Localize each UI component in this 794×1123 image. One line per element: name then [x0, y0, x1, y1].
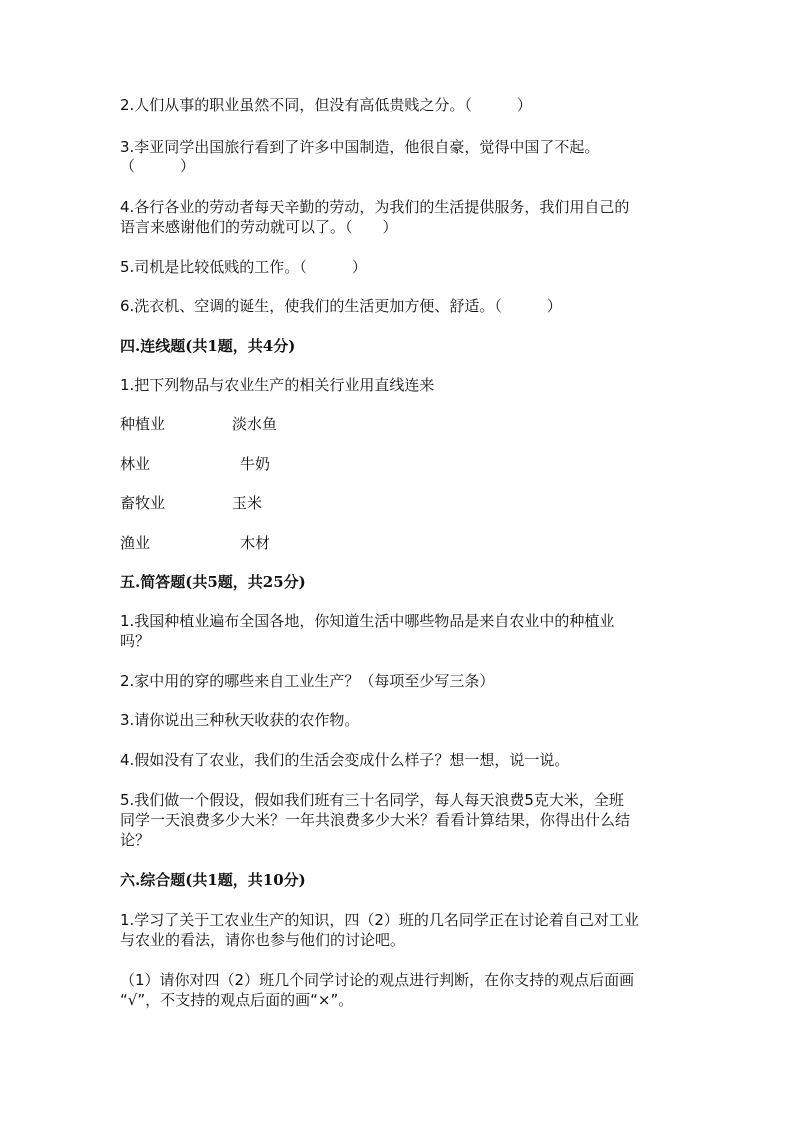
question-5-1-line1: 1.我国种植业遍布全国各地，你知道生活中哪些物品是来自农业中的种植业 — [120, 612, 615, 630]
question-6-1-sub1-line2: “√”，不支持的观点后面的画“×”。 — [120, 991, 354, 1009]
question-3-6: 6.洗衣机、空调的诞生，使我们的生活更加方便、舒适。（ ） — [120, 297, 562, 315]
question-5-5-line3: 论？ — [120, 831, 151, 849]
question-6-1-line2: 与农业的看法，请你也参与他们的讨论吧。 — [120, 931, 406, 949]
match-right-3: 玉米 — [232, 494, 263, 512]
question-6-1-line1: 1.学习了关于工农业生产的知识，四（2）班的几名同学正在讨论着自己对工业 — [120, 911, 639, 929]
match-right-1: 淡水鱼 — [232, 415, 278, 433]
match-left-1: 种植业 — [120, 415, 166, 433]
match-left-3: 畜牧业 — [120, 494, 166, 512]
match-left-4: 渔业 — [120, 534, 151, 552]
section-4-heading: 四.连线题(共1题，共4分) — [120, 337, 296, 355]
question-5-5-line2: 同学一天浪费多少大米？一年共浪费多少大米？看看计算结果，你得出什么结 — [120, 811, 631, 829]
section-6-heading: 六.综合题(共1题，共10分) — [120, 871, 306, 889]
question-3-4-line2: 语言来感谢他们的劳动就可以了。（ ） — [120, 218, 398, 236]
question-5-4: 4.假如没有了农业，我们的生活会变成什么样子？想一想，说一说。 — [120, 751, 570, 769]
match-left-2: 林业 — [120, 455, 151, 473]
question-5-3: 3.请你说出三种秋天收获的农作物。 — [120, 711, 360, 729]
question-3-2: 2.人们从事的职业虽然不同，但没有高低贵贱之分。（ ） — [120, 96, 532, 114]
question-3-4-line1: 4.各行各业的劳动者每天辛勤的劳动，为我们的生活提供服务，我们用自己的 — [120, 198, 630, 216]
question-5-5-line1: 5.我们做一个假设，假如我们班有三十名同学，每人每天浪费5克大米，全班 — [120, 791, 624, 809]
section-5-heading: 五.简答题(共5题，共25分) — [120, 573, 306, 591]
question-5-1-line2: 吗？ — [120, 632, 151, 650]
question-3-3-line2: （ ） — [120, 157, 196, 175]
match-right-4: 木材 — [240, 534, 271, 552]
question-6-1-sub1-line1: （1）请你对四（2）班几个同学讨论的观点进行判断，在你支持的观点后面画 — [120, 971, 635, 989]
question-5-2: 2.家中用的穿的哪些来自工业生产？（每项至少写三条） — [120, 672, 495, 690]
question-3-5: 5.司机是比较低贱的工作。（ ） — [120, 258, 367, 276]
question-4-1: 1.把下列物品与农业生产的相关行业用直线连来 — [120, 376, 435, 394]
question-3-3-line1: 3.李亚同学出国旅行看到了许多中国制造，他很自豪，觉得中国了不起。 — [120, 138, 600, 156]
match-right-2: 牛奶 — [240, 455, 271, 473]
